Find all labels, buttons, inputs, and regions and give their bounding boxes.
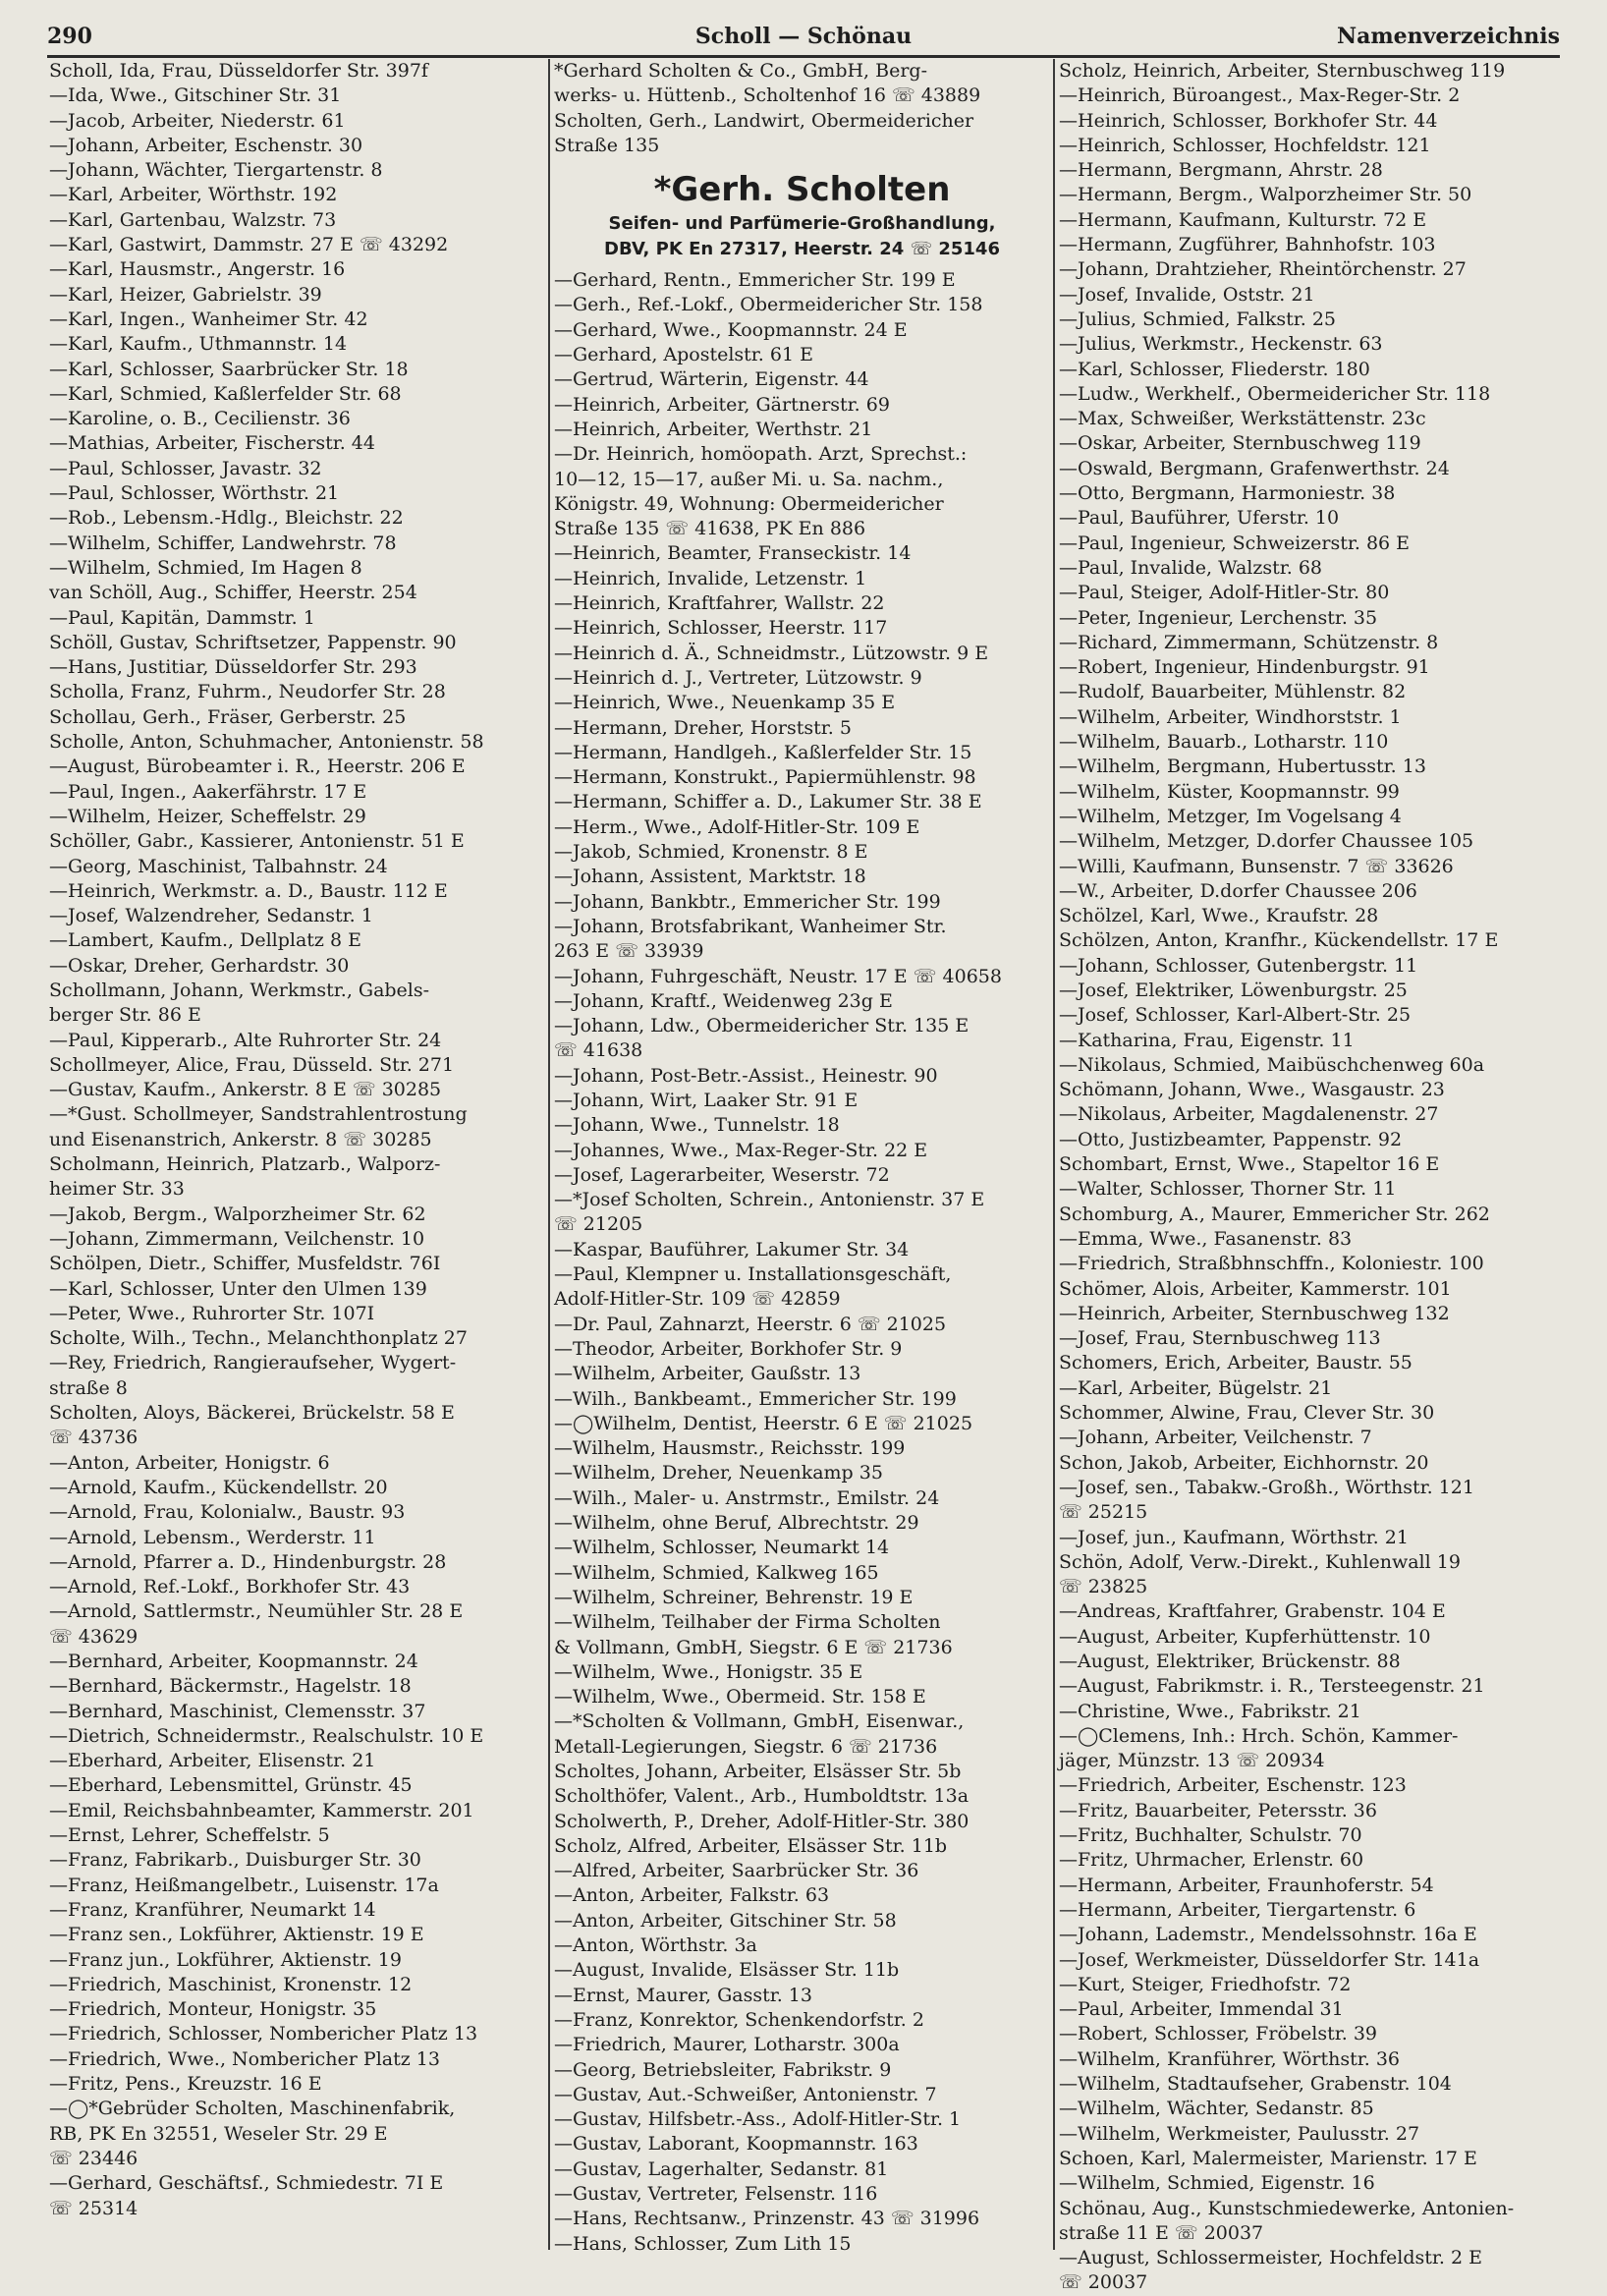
directory-entry: —Heinrich d. J., Vertreter, Lützowstr. 9 — [554, 666, 922, 689]
directory-entry: —Katharina, Frau, Eigenstr. 11 — [1059, 1029, 1355, 1051]
directory-entry: —Johann, Fuhrgeschäft, Neustr. 17 E ☏ 40658 — [554, 965, 1002, 987]
directory-entry: —Arnold, Frau, Kolonialw., Baustr. 93 — [49, 1501, 406, 1524]
directory-entry: Scholz, Alfred, Arbeiter, Elsässer Str. 11b — [554, 1834, 948, 1857]
directory-entry: —Walter, Schlosser, Thorner Str. 11 — [1059, 1178, 1397, 1201]
directory-entry: —Eberhard, Lebensmittel, Grünstr. 45 — [49, 1774, 413, 1797]
column-3 — [1059, 59, 1555, 2294]
directory-entry: —Arnold, Sattlermstr., Neumühler Str. 28 E — [49, 1600, 464, 1623]
directory-entry: —◯Clemens, Inh.: Hrch. Schön, Kammer- — [1059, 1724, 1459, 1747]
directory-entry: —Christine, Wwe., Fabrikstr. 21 — [1059, 1700, 1361, 1722]
column-2 — [554, 59, 1050, 2260]
directory-entry: —August, Schlossermeister, Hochfeldstr. 2 E — [1059, 2247, 1482, 2269]
directory-entry: —Wilhelm, Dreher, Neuenkamp 35 — [554, 1462, 883, 1484]
directory-entry: —Heinrich, Invalide, Letzenstr. 1 — [554, 567, 867, 589]
directory-entry: Metall-Legierungen, Siegstr. 6 ☏ 21736 — [554, 1735, 938, 1758]
directory-entry: —Hans, Rechtsanw., Prinzenstr. 43 ☏ 31996 — [554, 2208, 980, 2230]
directory-entry: Schommer, Alwine, Frau, Clever Str. 30 — [1059, 1402, 1435, 1425]
directory-entry: Scholthöfer, Valent., Arb., Humboldtstr. 13a — [554, 1785, 970, 1808]
directory-entry: —Ernst, Maurer, Gasstr. 13 — [554, 1984, 812, 2006]
directory-entry: Schon, Jakob, Arbeiter, Eichhornstr. 20 — [1059, 1451, 1429, 1474]
directory-entry: —Karl, Gastwirt, Dammstr. 27 E ☏ 43292 — [49, 234, 449, 256]
directory-entry: ☏ 43629 — [49, 1625, 139, 1648]
directory-entry: —Arnold, Ref.-Lokf., Borkhofer Str. 43 — [49, 1576, 411, 1598]
directory-entry: —Oskar, Arbeiter, Sternbuschweg 119 — [1059, 432, 1421, 455]
directory-entry: —Hermann, Dreher, Horststr. 5 — [554, 716, 852, 739]
directory-entry: —Oskar, Dreher, Gerhardstr. 30 — [49, 954, 350, 977]
directory-entry: —Bernhard, Bäckermstr., Hagelstr. 18 — [49, 1675, 412, 1698]
directory-entry: ☏ 43736 — [49, 1427, 139, 1449]
directory-entry: —Wilhelm, Bauarb., Lotharstr. 110 — [1059, 731, 1389, 754]
directory-entry: —Gertrud, Wärterin, Eigenstr. 44 — [554, 368, 869, 391]
directory-entry: —Richard, Zimmermann, Schützenstr. 8 — [1059, 631, 1439, 653]
directory-entry: —Kurt, Steiger, Friedhofstr. 72 — [1059, 1973, 1352, 1995]
directory-entry: —Heinrich, Schlosser, Hochfeldstr. 121 — [1059, 134, 1431, 156]
directory-entry: ☏ 23825 — [1059, 1576, 1148, 1598]
directory-entry: —August, Elektriker, Brückenstr. 88 — [1059, 1651, 1401, 1672]
directory-entry: Scholwerth, P., Dreher, Adolf-Hitler-Str. 380 — [554, 1810, 970, 1832]
directory-entry: ☏ 20037 — [1059, 2271, 1148, 2294]
directory-entry: —Wilhelm, Metzger, Im Vogelsang 4 — [1059, 805, 1402, 827]
directory-entry: —Oswald, Bergmann, Grafenwerthstr. 24 — [1059, 457, 1450, 479]
directory-entry: —Friedrich, Monteur, Honigstr. 35 — [49, 1998, 377, 2021]
name-range: Scholl — Schönau — [694, 24, 913, 49]
directory-entry: Schollmeyer, Alice, Frau, Düsseld. Str. 271 — [49, 1053, 455, 1076]
directory-entry: —Karl, Schmied, Kaßlerfelder Str. 68 — [49, 382, 402, 405]
directory-entry: —Friedrich, Straßbhnschffn., Koloniestr. 100 — [1059, 1253, 1484, 1275]
directory-entry: —Johann, Wächter, Tiergartenstr. 8 — [49, 159, 383, 182]
directory-entry: —Johann, Lademstr., Mendelssohnstr. 16a E — [1059, 1924, 1477, 1946]
directory-entry: Schöller, Gabr., Kassierer, Antonienstr. 51 E — [49, 830, 465, 853]
directory-entry: —Hermann, Handlgeh., Kaßlerfelder Str. 15 — [554, 741, 972, 763]
directory-entry: —Karl, Hausmstr., Angerstr. 16 — [49, 258, 346, 281]
directory-entry: —August, Invalide, Elsässer Str. 11b — [554, 1959, 900, 1982]
directory-entry: —Fritz, Pens., Kreuzstr. 16 E — [49, 2073, 322, 2096]
directory-entry: Schollmann, Johann, Werkmstr., Gabels- — [49, 979, 430, 1001]
directory-entry: —August, Arbeiter, Kupferhüttenstr. 10 — [1059, 1625, 1431, 1648]
directory-entry: —Lambert, Kaufm., Dellplatz 8 E — [49, 929, 361, 952]
directory-entry: —Hermann, Schiffer a. D., Lakumer Str. 38 E — [554, 791, 982, 813]
directory-entry: —Hans, Schlosser, Zum Lith 15 — [554, 2232, 852, 2255]
ad-title: *Gerh. Scholten — [653, 170, 951, 210]
directory-entry: Scholten, Aloys, Bäckerei, Brückelstr. 58 E — [49, 1402, 455, 1425]
directory-entry: berger Str. 86 E — [49, 1004, 201, 1027]
directory-entry: —Peter, Wwe., Ruhrorter Str. 107I — [49, 1302, 375, 1324]
directory-entry: —Friedrich, Maschinist, Kronenstr. 12 — [49, 1973, 413, 1995]
directory-entry: werks- u. Hüttenb., Scholtenhof 16 ☏ 43889 — [554, 84, 981, 107]
directory-entry: —Paul, Kipperarb., Alte Ruhrorter Str. 24 — [49, 1029, 442, 1051]
directory-entry: —Fritz, Buchhalter, Schulstr. 70 — [1059, 1824, 1362, 1847]
directory-entry: —Karl, Schlosser, Unter den Ulmen 139 — [49, 1277, 427, 1300]
directory-entry: —Anton, Arbeiter, Honigstr. 6 — [49, 1451, 330, 1474]
directory-entry: Schölzen, Anton, Kranfhr., Kückendellstr. 17 E — [1059, 929, 1499, 952]
directory-entry: Scholla, Franz, Fuhrm., Neudorfer Str. 28 — [49, 681, 446, 703]
directory-entry: —Heinrich, Schlosser, Heerstr. 117 — [554, 617, 888, 640]
directory-entry: —Wilhelm, Wächter, Sedanstr. 85 — [1059, 2098, 1374, 2120]
directory-entry: —Bernhard, Maschinist, Clemensstr. 37 — [49, 1700, 426, 1722]
directory-entry: —Karl, Schlosser, Saarbrücker Str. 18 — [49, 358, 409, 380]
directory-entry: —Karl, Arbeiter, Bügelstr. 21 — [1059, 1376, 1333, 1399]
directory-entry: —Anton, Arbeiter, Falkstr. 63 — [554, 1884, 830, 1907]
directory-entry: —Hermann, Arbeiter, Fraunhoferstr. 54 — [1059, 1874, 1434, 1896]
directory-entry: —Wilhelm, Schmied, Kalkweg 165 — [554, 1561, 879, 1584]
directory-entry: Schön, Adolf, Verw.-Direkt., Kuhlenwall 19 — [1059, 1550, 1461, 1573]
directory-entry: —Wilhelm, Schiffer, Landwehrstr. 78 — [49, 532, 397, 554]
directory-entry: —Gerhard, Geschäftsf., Schmiedestr. 7I E — [49, 2172, 444, 2195]
directory-entry: —Wilh., Bankbeamt., Emmericher Str. 199 — [554, 1387, 957, 1410]
directory-entry: —Wilhelm, Kranführer, Wörthstr. 36 — [1059, 2047, 1401, 2070]
directory-entry: —August, Bürobeamter i. R., Heerstr. 206 E — [49, 756, 466, 778]
directory-entry: —Nikolaus, Schmied, Maibüschchenweg 60a — [1059, 1053, 1485, 1076]
directory-entry: —Karl, Ingen., Wanheimer Str. 42 — [49, 308, 368, 330]
directory-entry: —Franz, Kranführer, Neumarkt 14 — [49, 1898, 376, 1921]
directory-entry: & Vollmann, GmbH, Siegstr. 6 E ☏ 21736 — [554, 1636, 953, 1658]
directory-entry: Scholtes, Johann, Arbeiter, Elsässer Str. 5b — [554, 1761, 962, 1782]
directory-entry: —Paul, Ingen., Aakerfährstr. 17 E — [49, 780, 367, 803]
directory-entry: —Franz jun., Lokführer, Aktienstr. 19 — [49, 1948, 402, 1971]
directory-entry: Schölzel, Karl, Wwe., Kraufstr. 28 — [1059, 905, 1379, 927]
directory-entry: ☏ 41638 — [554, 1039, 643, 1062]
directory-entry: —Hermann, Bergmann, Ahrstr. 28 — [1059, 159, 1383, 182]
directory-entry: —Hermann, Kaufmann, Kulturstr. 72 E — [1059, 208, 1427, 231]
directory-entry: —Friedrich, Wwe., Nombericher Platz 13 — [49, 2047, 440, 2070]
directory-entry: —Johann, Zimmermann, Veilchenstr. 10 — [49, 1227, 425, 1250]
directory-entry: —Heinrich, Arbeiter, Sternbuschweg 132 — [1059, 1302, 1450, 1324]
directory-entry: —Johann, Wwe., Tunnelstr. 18 — [554, 1114, 840, 1137]
directory-entry: —Eberhard, Arbeiter, Elisenstr. 21 — [49, 1750, 376, 1772]
directory-entry: —Heinrich, Kraftfahrer, Wallstr. 22 — [554, 592, 885, 615]
directory-entry: —Heinrich, Arbeiter, Werthstr. 21 — [554, 418, 873, 440]
directory-entry: —August, Fabrikmstr. i. R., Tersteegenstr. 21 — [1059, 1675, 1485, 1698]
directory-entry: —Dr. Heinrich, homöopath. Arzt, Sprechst.: — [554, 443, 968, 466]
directory-entry: —Hermann, Konstrukt., Papiermühlenstr. 98 — [554, 766, 976, 789]
directory-entry: —*Scholten & Vollmann, GmbH, Eisenwar., — [554, 1710, 965, 1733]
directory-entry: —Paul, Kapitän, Dammstr. 1 — [49, 606, 315, 629]
directory-entry: —Wilhelm, Arbeiter, Gaußstr. 13 — [554, 1363, 861, 1385]
directory-entry: —Hermann, Zugführer, Bahnhofstr. 103 — [1059, 234, 1436, 256]
directory-entry: —Otto, Bergmann, Harmoniestr. 38 — [1059, 482, 1396, 505]
directory-entry: —Johann, Schlosser, Gutenbergstr. 11 — [1059, 954, 1418, 977]
directory-entry: —Ida, Wwe., Gitschiner Str. 31 — [49, 84, 342, 107]
directory-entry: —Dietrich, Schneidermstr., Realschulstr. 10 E — [49, 1724, 484, 1747]
directory-entry: —Georg, Maschinist, Talbahnstr. 24 — [49, 855, 388, 877]
directory-entry: —Johann, Kraftf., Weidenweg 23g E — [554, 989, 893, 1012]
directory-entry: —Heinrich, Werkmstr. a. D., Baustr. 112 E — [49, 879, 448, 902]
directory-entry: —Mathias, Arbeiter, Fischerstr. 44 — [49, 432, 375, 455]
directory-entry: —Hans, Justitiar, Düsseldorfer Str. 293 — [49, 656, 417, 679]
directory-entry: —Gustav, Hilfsbetr.-Ass., Adolf-Hitler-Str. 1 — [554, 2108, 962, 2131]
directory-entry: —Jacob, Arbeiter, Niederstr. 61 — [49, 109, 346, 132]
ad-line: Seifen- und Parfümerie-Großhandlung, — [608, 213, 996, 235]
directory-entry: —Paul, Schlosser, Javastr. 32 — [49, 457, 322, 479]
directory-entry: —Arnold, Lebensm., Werderstr. 11 — [49, 1526, 376, 1548]
directory-entry: Scholmann, Heinrich, Platzarb., Walporz- — [49, 1153, 441, 1176]
section-title: Namenverzeichnis — [1337, 24, 1560, 49]
directory-entry: —Paul, Bauführer, Uferstr. 10 — [1059, 507, 1340, 530]
directory-entry: —Heinrich, Wwe., Neuenkamp 35 E — [554, 692, 896, 714]
directory-entry: —Bernhard, Arbeiter, Koopmannstr. 24 — [49, 1651, 418, 1672]
directory-entry: —Dr. Paul, Zahnarzt, Heerstr. 6 ☏ 21025 — [554, 1313, 947, 1335]
directory-entry: —Wilhelm, Heizer, Scheffelstr. 29 — [49, 805, 366, 827]
directory-entry: Schönau, Aug., Kunstschmiedewerke, Antonien- — [1059, 2197, 1515, 2219]
directory-entry: —Alfred, Arbeiter, Saarbrücker Str. 36 — [554, 1860, 919, 1882]
directory-entry: Schömer, Alois, Arbeiter, Kammerstr. 101 — [1059, 1277, 1452, 1300]
directory-entry: —Wilh., Maler- u. Anstrmstr., Emilstr. 24 — [554, 1486, 940, 1509]
directory-entry: ☏ 21205 — [554, 1213, 643, 1236]
directory-entry: —Gustav, Laborant, Koopmannstr. 163 — [554, 2133, 918, 2156]
column-divider — [548, 59, 550, 2250]
directory-entry: —Josef, Werkmeister, Düsseldorfer Str. 141a — [1059, 1948, 1480, 1971]
directory-entry: —Johann, Post-Betr.-Assist., Heinestr. 90 — [554, 1064, 938, 1087]
directory-entry: —Karl, Gartenbau, Walzstr. 73 — [49, 208, 337, 231]
page-header — [47, 20, 1560, 58]
directory-entry: —Paul, Schlosser, Wörthstr. 21 — [49, 482, 340, 505]
directory-entry: —Johann, Drahtzieher, Rheintörchenstr. 27 — [1059, 258, 1467, 281]
directory-entry: jäger, Münzstr. 13 ☏ 20934 — [1059, 1750, 1325, 1772]
directory-entry: —Paul, Invalide, Walzstr. 68 — [1059, 556, 1323, 579]
directory-entry: *Gerhard Scholten & Co., GmbH, Berg- — [554, 60, 928, 82]
directory-entry: straße 8 — [49, 1376, 128, 1399]
directory-entry: —Johann, Assistent, Marktstr. 18 — [554, 866, 866, 888]
directory-entry: —Karl, Schlosser, Fliederstr. 180 — [1059, 358, 1370, 380]
directory-entry: —Franz, Heißmangelbetr., Luisenstr. 17a — [49, 1874, 439, 1896]
directory-entry: —Anton, Arbeiter, Gitschiner Str. 58 — [554, 1909, 897, 1932]
directory-entry: —Josef, Elektriker, Löwenburgstr. 25 — [1059, 979, 1408, 1001]
directory-entry: —Wilhelm, Metzger, D.dorfer Chaussee 105 — [1059, 830, 1474, 853]
directory-entry: —Wilhelm, Stadtaufseher, Grabenstr. 104 — [1059, 2073, 1452, 2096]
directory-entry: —Paul, Steiger, Adolf-Hitler-Str. 80 — [1059, 582, 1390, 604]
directory-entry: —Wilhelm, Hausmstr., Reichsstr. 199 — [554, 1437, 906, 1460]
directory-entry: —Karl, Kaufm., Uthmannstr. 14 — [49, 333, 348, 356]
directory-entry: —Otto, Justizbeamter, Pappenstr. 92 — [1059, 1128, 1403, 1150]
directory-entry: —Karl, Heizer, Gabrielstr. 39 — [49, 283, 322, 306]
directory-entry: —Theodor, Arbeiter, Borkhofer Str. 9 — [554, 1337, 903, 1360]
directory-entry: —Julius, Schmied, Falkstr. 25 — [1059, 308, 1336, 330]
directory-entry: —Gerhard, Rentn., Emmericher Str. 199 E — [554, 269, 956, 292]
directory-entry: —Johann, Bankbtr., Emmericher Str. 199 — [554, 890, 941, 913]
directory-entry: —Wilhelm, Schreiner, Behrenstr. 19 E — [554, 1586, 914, 1608]
directory-entry: —Robert, Schlosser, Fröbelstr. 39 — [1059, 2023, 1378, 2045]
directory-entry: —Heinrich d. Ä., Schneidmstr., Lützowstr. 9 E — [554, 642, 989, 664]
directory-entry: —*Gust. Schollmeyer, Sandstrahlentrostung — [49, 1103, 468, 1126]
directory-entry: —Emil, Reichsbahnbeamter, Kammerstr. 201 — [49, 1799, 474, 1821]
directory-entry: —Georg, Betriebsleiter, Fabrikstr. 9 — [554, 2058, 892, 2081]
directory-entry: RB, PK En 32551, Weseler Str. 29 E — [49, 2122, 388, 2145]
directory-entry: —Ludw., Werkhelf., Obermeidericher Str. 118 — [1059, 382, 1491, 405]
page-number: 290 — [47, 24, 92, 49]
directory-entry: —Gustav, Lagerhalter, Sedanstr. 81 — [554, 2157, 889, 2180]
directory-entry: Schomers, Erich, Arbeiter, Baustr. 55 — [1059, 1352, 1413, 1374]
column-2-entries — [554, 268, 1050, 2257]
directory-entry: —◯Wilhelm, Dentist, Heerstr. 6 E ☏ 21025 — [554, 1412, 973, 1434]
directory-entry: —Wilhelm, Wwe., Obermeid. Str. 158 E — [554, 1686, 926, 1708]
directory-entry: —*Josef Scholten, Schrein., Antonienstr. 37 E — [554, 1189, 985, 1211]
directory-entry: —Wilhelm, Teilhaber der Firma Scholten — [554, 1611, 941, 1634]
directory-entry: —Wilhelm, Schmied, Im Hagen 8 — [49, 556, 362, 579]
directory-entry: —Johann, Arbeiter, Eschenstr. 30 — [49, 134, 363, 156]
directory-entry: —Max, Schweißer, Werkstättenstr. 23c — [1059, 408, 1426, 430]
directory-entry: —Franz sen., Lokführer, Aktienstr. 19 E — [49, 1924, 424, 1946]
directory-entry: —Johann, Arbeiter, Veilchenstr. 7 — [1059, 1427, 1372, 1449]
directory-entry: —Josef, Walzendreher, Sedanstr. 1 — [49, 905, 373, 927]
directory-entry: —Andreas, Kraftfahrer, Grabenstr. 104 E — [1059, 1600, 1446, 1623]
directory-entry: —Emma, Wwe., Fasanenstr. 83 — [1059, 1227, 1353, 1250]
directory-entry: Schöll, Gustav, Schriftsetzer, Pappenstr. 90 — [49, 631, 457, 653]
directory-entry: —Gerhard, Wwe., Koopmannstr. 24 E — [554, 318, 908, 341]
directory-entry: —Hermann, Bergm., Walporzheimer Str. 50 — [1059, 184, 1472, 206]
directory-entry: heimer Str. 33 — [49, 1178, 185, 1201]
directory-entry: —Paul, Klempner u. Installationsgeschäft, — [554, 1263, 952, 1286]
directory-entry: Adolf-Hitler-Str. 109 ☏ 42859 — [554, 1288, 841, 1311]
directory-entry: 10—12, 15—17, außer Mi. u. Sa. nachm., — [554, 468, 944, 490]
directory-entry: Königstr. 49, Wohnung: Obermeidericher — [554, 492, 944, 515]
directory-entry: straße 11 E ☏ 20037 — [1059, 2221, 1264, 2244]
directory-entry: —◯*Gebrüder Scholten, Maschinenfabrik, — [49, 2098, 456, 2120]
directory-entry: 263 E ☏ 33939 — [554, 940, 704, 963]
directory-entry: Schombart, Ernst, Wwe., Stapeltor 16 E — [1059, 1153, 1440, 1176]
directory-entry: van Schöll, Aug., Schiffer, Heerstr. 254 — [49, 582, 417, 604]
directory-entry: —Anton, Wörthstr. 3a — [554, 1934, 757, 1957]
directory-entry: —Wilhelm, Küster, Koopmannstr. 99 — [1059, 780, 1400, 803]
directory-entry: —Heinrich, Schlosser, Borkhofer Str. 44 — [1059, 109, 1438, 132]
directory-entry: —Fritz, Bauarbeiter, Petersstr. 36 — [1059, 1799, 1377, 1821]
directory-entry: —Herm., Wwe., Adolf-Hitler-Str. 109 E — [554, 815, 920, 838]
directory-entry: —Hermann, Arbeiter, Tiergartenstr. 6 — [1059, 1898, 1416, 1921]
ad-line: DBV, PK En 27317, Heerstr. 24 ☏ 25146 — [604, 239, 1000, 260]
directory-entry: —Paul, Ingenieur, Schweizerstr. 86 E — [1059, 532, 1411, 554]
directory-entry: —Nikolaus, Arbeiter, Magdalenenstr. 27 — [1059, 1103, 1439, 1126]
directory-entry: —Arnold, Pfarrer a. D., Hindenburgstr. 28 — [49, 1550, 447, 1573]
directory-entry: —Heinrich, Beamter, Franseckistr. 14 — [554, 542, 912, 565]
directory-entry: —Fritz, Uhrmacher, Erlenstr. 60 — [1059, 1849, 1364, 1872]
directory-entry: —Ernst, Lehrer, Scheffelstr. 5 — [49, 1824, 330, 1847]
directory-entry: —Franz, Fabrikarb., Duisburger Str. 30 — [49, 1849, 421, 1872]
directory-entry: —Gustav, Aut.-Schweißer, Antonienstr. 7 — [554, 2083, 937, 2105]
directory-entry: Schomburg, A., Maurer, Emmericher Str. 262 — [1059, 1203, 1490, 1225]
directory-entry: Schollau, Gerh., Fräser, Gerberstr. 25 — [49, 705, 407, 728]
directory-entry: —Josef, Schlosser, Karl-Albert-Str. 25 — [1059, 1004, 1412, 1027]
directory-entry: Scholz, Heinrich, Arbeiter, Sternbuschweg 119 — [1059, 60, 1506, 82]
directory-entry: ☏ 25215 — [1059, 1501, 1148, 1524]
directory-entry: —Gerhard, Apostelstr. 61 E — [554, 344, 813, 366]
directory-entry: —Josef, sen., Tabakw.-Großh., Wörthstr. 121 — [1059, 1476, 1474, 1498]
directory-entry: —Jakob, Schmied, Kronenstr. 8 E — [554, 841, 868, 864]
directory-entry: —Johann, Ldw., Obermeidericher Str. 135 E — [554, 1015, 970, 1037]
advertisement — [554, 168, 1050, 262]
directory-entry: Schölpen, Dietr., Schiffer, Musfeldstr. 76I — [49, 1253, 441, 1275]
directory-entry: —Julius, Werkmstr., Heckenstr. 63 — [1059, 333, 1383, 356]
directory-entry: —Friedrich, Schlosser, Nombericher Platz 13 — [49, 2023, 478, 2045]
directory-entry: —Wilhelm, Schlosser, Neumarkt 14 — [554, 1537, 890, 1559]
directory-entry: —Johann, Wirt, Laaker Str. 91 E — [554, 1089, 859, 1111]
directory-entry: ☏ 25314 — [49, 2197, 139, 2219]
directory-entry: —Robert, Ingenieur, Hindenburgstr. 91 — [1059, 656, 1430, 679]
directory-entry: —Wilhelm, Bergmann, Hubertusstr. 13 — [1059, 756, 1426, 778]
directory-entry: —Rudolf, Bauarbeiter, Mühlenstr. 82 — [1059, 681, 1407, 703]
directory-entry: —Rob., Lebensm.-Hdlg., Bleichstr. 22 — [49, 507, 404, 530]
directory-entry: und Eisenanstrich, Ankerstr. 8 ☏ 30285 — [49, 1128, 432, 1150]
directory-entry: ☏ 23446 — [49, 2147, 139, 2169]
directory-entry: —Friedrich, Arbeiter, Eschenstr. 123 — [1059, 1774, 1407, 1797]
directory-entry: —Karl, Arbeiter, Wörthstr. 192 — [49, 184, 338, 206]
directory-entry: —Willi, Kaufmann, Bunsenstr. 7 ☏ 33626 — [1059, 855, 1454, 877]
directory-entry: Scholl, Ida, Frau, Düsseldorfer Str. 397f — [49, 60, 428, 82]
directory-entry: —Paul, Arbeiter, Immendal 31 — [1059, 1998, 1344, 2021]
directory-entry: —Heinrich, Arbeiter, Gärtnerstr. 69 — [554, 393, 890, 416]
directory-entry: —Wilhelm, ohne Beruf, Albrechtstr. 29 — [554, 1512, 919, 1535]
column-2-top — [554, 59, 1050, 158]
directory-entry: —Josef, jun., Kaufmann, Wörthstr. 21 — [1059, 1526, 1409, 1548]
directory-entry: —Arnold, Kaufm., Kückendellstr. 20 — [49, 1476, 388, 1498]
directory-entry: —Josef, Lagerarbeiter, Weserstr. 72 — [554, 1163, 890, 1186]
directory-entry: Scholle, Anton, Schuhmacher, Antonienstr. 58 — [49, 731, 484, 754]
directory-entry: —Jakob, Bergm., Walporzheimer Str. 62 — [49, 1203, 426, 1225]
directory-entry: —Kaspar, Bauführer, Lakumer Str. 34 — [554, 1238, 910, 1260]
directory-entry: Straße 135 — [554, 134, 660, 156]
directory-entry: —Friedrich, Maurer, Lotharstr. 300a — [554, 2034, 900, 2056]
directory-entry: —Heinrich, Büroangest., Max-Reger-Str. 2 — [1059, 84, 1461, 107]
directory-entry: —Josef, Invalide, Oststr. 21 — [1059, 283, 1315, 306]
directory-entry: —Gustav, Vertreter, Felsenstr. 116 — [554, 2183, 878, 2206]
directory-entry: Straße 135 ☏ 41638, PK En 886 — [554, 518, 866, 540]
directory-entry: —Peter, Ingenieur, Lerchenstr. 35 — [1059, 606, 1378, 629]
directory-entry: —W., Arbeiter, D.dorfer Chaussee 206 — [1059, 879, 1417, 902]
directory-entry: —Wilhelm, Arbeiter, Windhorststr. 1 — [1059, 705, 1402, 728]
directory-entry: —Rey, Friedrich, Rangieraufseher, Wygert- — [49, 1352, 457, 1374]
directory-entry: —Wilhelm, Wwe., Honigstr. 35 E — [554, 1660, 863, 1683]
directory-entry: —Wilhelm, Werkmeister, Paulusstr. 27 — [1059, 2122, 1420, 2145]
column-divider — [1053, 59, 1055, 2250]
column-1 — [49, 59, 545, 2260]
directory-entry: —Gerh., Ref.-Lokf., Obermeidericher Str. 158 — [554, 294, 983, 316]
directory-entry: Schömann, Johann, Wwe., Wasgaustr. 23 — [1059, 1079, 1445, 1101]
directory-entry: —Karoline, o. B., Cecilienstr. 36 — [49, 408, 351, 430]
directory-entry: Scholten, Gerh., Landwirt, Obermeidericher — [554, 109, 974, 132]
directory-entry: —Josef, Frau, Sternbuschweg 113 — [1059, 1327, 1381, 1350]
directory-entry: —Wilhelm, Schmied, Eigenstr. 16 — [1059, 2172, 1375, 2195]
directory-entry: Schoen, Karl, Malermeister, Marienstr. 17 E — [1059, 2147, 1477, 2169]
directory-entry: Scholte, Wilh., Techn., Melanchthonplatz 27 — [49, 1327, 468, 1350]
directory-entry: —Franz, Konrektor, Schenkendorfstr. 2 — [554, 2008, 924, 2031]
directory-entry: —Johannes, Wwe., Max-Reger-Str. 22 E — [554, 1139, 928, 1161]
directory-entry: —Johann, Brotsfabrikant, Wanheimer Str. — [554, 915, 947, 937]
directory-entry: —Gustav, Kaufm., Ankerstr. 8 E ☏ 30285 — [49, 1079, 442, 1101]
